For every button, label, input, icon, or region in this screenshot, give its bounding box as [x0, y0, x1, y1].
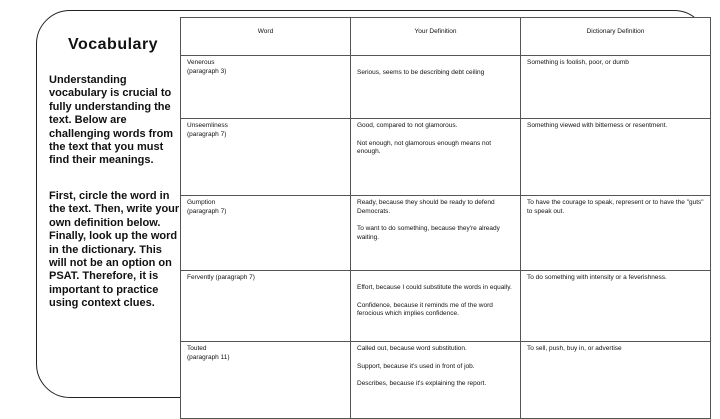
- definition-text: Good, compared to not glamorous.: [357, 122, 458, 129]
- definition-text: Confidence, because it reminds me of the word ferocious which implies confidence.: [357, 301, 493, 317]
- header-dictionary-definition: Dictionary Definition: [521, 18, 711, 56]
- word-cell: [181, 271, 351, 342]
- word-page: (paragraph 7): [187, 207, 227, 215]
- table-header-row: [181, 18, 711, 56]
- page-title: Vocabulary: [68, 36, 159, 53]
- table-row: [181, 119, 711, 196]
- header-your-definition: Your Definition: [351, 18, 521, 56]
- definition-text: To want to do something, because they're already waiting.: [357, 225, 500, 241]
- definition-text: Called out, because word substitution.: [357, 345, 467, 352]
- word-term: Venerous: [187, 59, 215, 66]
- your-definition-cell: [351, 56, 521, 119]
- dictionary-cell: To sell, push, buy in, or advertise: [521, 342, 711, 419]
- your-definition-cell: [351, 196, 521, 271]
- instructions-paragraph: First, circle the word in the text. Then, write your own definition below. Finally, look up the word in the dictionary. This will not be an option on PSAT. Therefore, it is important to practice using context clues.: [49, 190, 180, 310]
- word-page: (paragraph 3): [187, 67, 227, 75]
- definition-text: Ready, because they should be ready to defend Democrats.: [357, 199, 495, 215]
- word-term: Fervently (paragraph 7): [187, 274, 255, 281]
- dictionary-cell: Something viewed with bitterness or resentment.: [521, 119, 711, 196]
- definition-text: Not enough, not glamorous enough means not enough.: [357, 139, 492, 155]
- word-cell: [181, 56, 351, 119]
- word-cell: [181, 119, 351, 196]
- definition-text: Support, because it's used in front of job.: [357, 362, 475, 370]
- word-cell: [181, 196, 351, 271]
- definition-text: Effort, because I could substitute the words in equally.: [357, 284, 512, 291]
- word-page: (paragraph 7): [187, 130, 227, 138]
- dictionary-cell: Something is foolish, poor, or dumb: [521, 56, 711, 119]
- table-row: [181, 56, 711, 119]
- word-term: Touted: [187, 345, 207, 352]
- your-definition-cell: [351, 271, 521, 342]
- word-cell: [181, 342, 351, 419]
- intro-paragraph: Understanding vocabulary is crucial to fully understanding the text. Below are challenging words from the text that you must find their meanings.: [49, 74, 174, 167]
- definition-text: Describes, because it's explaining the report.: [357, 380, 487, 387]
- word-page: (paragraph 11): [187, 353, 230, 361]
- table-row: [181, 342, 711, 419]
- definition-text: Serious, seems to be describing debt ceiling: [357, 69, 485, 76]
- your-definition-cell: [351, 119, 521, 196]
- vocabulary-table: [180, 17, 711, 419]
- table-row: [181, 196, 711, 271]
- header-word: Word: [181, 18, 351, 56]
- dictionary-cell: To do something with intensity or a feverishness.: [521, 271, 711, 342]
- your-definition-cell: [351, 342, 521, 419]
- table-row: [181, 271, 711, 342]
- dictionary-cell: To have the courage to speak, represent or to have the "guts" to speak out.: [521, 196, 711, 271]
- word-term: Unseemliness: [187, 122, 228, 129]
- word-term: Gumption: [187, 199, 216, 206]
